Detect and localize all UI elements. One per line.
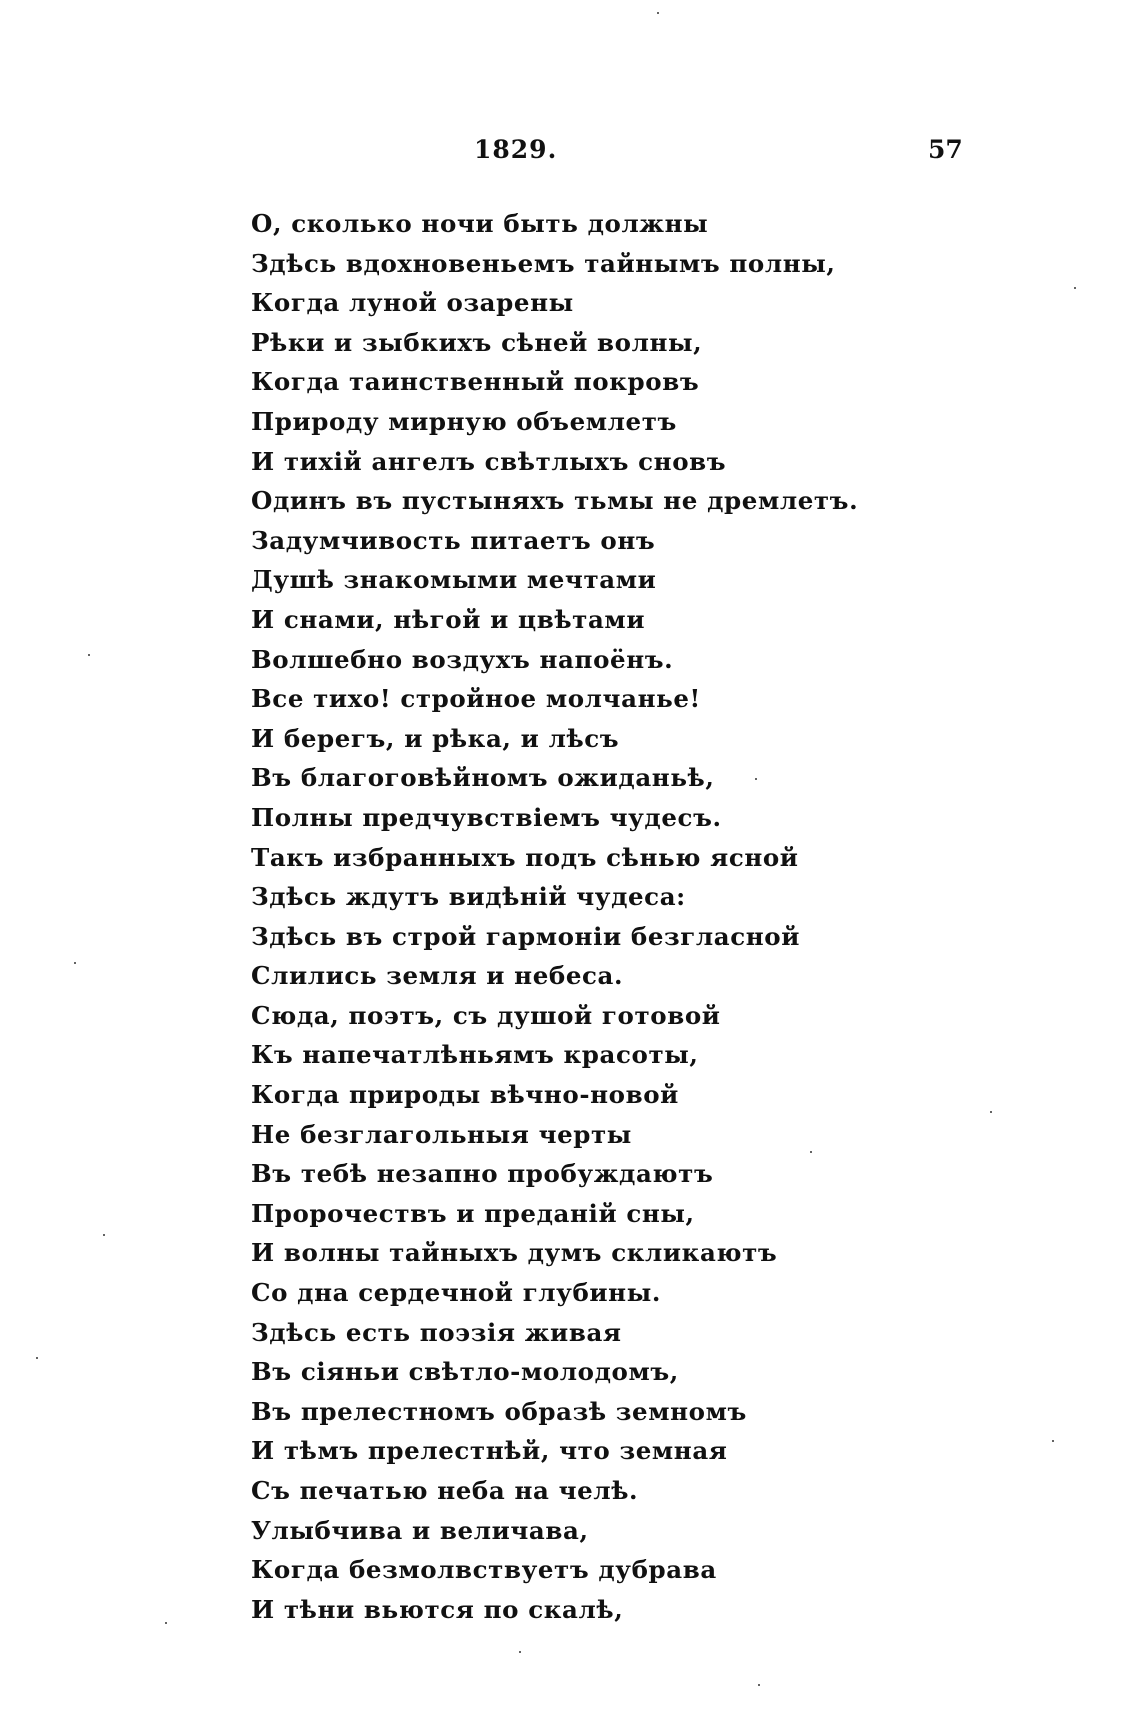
poem-line: О, сколько ночи быть должны bbox=[251, 209, 709, 238]
scan-speck bbox=[990, 1111, 992, 1113]
scan-speck bbox=[165, 1622, 167, 1624]
scan-speck bbox=[1074, 287, 1076, 289]
page-number: 57 bbox=[928, 135, 963, 164]
poem-line: Рѣки и зыбкихъ сѣней волны, bbox=[251, 327, 703, 357]
poem-line: И волны тайныхъ думъ скликаютъ bbox=[251, 1238, 778, 1268]
poem-line: Задумчивость питаетъ онъ bbox=[251, 525, 656, 555]
poem-line: Улыбчива и величава, bbox=[251, 1515, 589, 1545]
poem-line: Въ благоговѣйномъ ожиданьѣ, bbox=[251, 763, 715, 793]
scan-speck bbox=[755, 778, 757, 780]
scan-speck bbox=[810, 1151, 812, 1153]
poem-line: И тѣни вьются по скалѣ, bbox=[251, 1594, 624, 1624]
poem-line: Въ тебѣ незапно пробуждаютъ bbox=[251, 1159, 714, 1189]
poem-line: Волшебно воздухъ напоёнъ. bbox=[251, 644, 674, 674]
poem-line: И берегъ, и рѣка, и лѣсъ bbox=[251, 723, 620, 753]
poem-line: Когда безмолвствуетъ дубрава bbox=[251, 1555, 717, 1585]
scan-speck bbox=[103, 1234, 105, 1236]
scan-speck bbox=[74, 962, 76, 964]
scan-speck bbox=[519, 1651, 521, 1653]
poem-line: И тѣмъ прелестнѣй, что земная bbox=[251, 1436, 728, 1466]
poem-line: Въ сіяньи свѣтло-молодомъ, bbox=[251, 1357, 679, 1387]
poem-line: Въ прелестномъ образѣ земномъ bbox=[251, 1396, 747, 1426]
poem-line: Къ напечатлѣньямъ красоты, bbox=[251, 1040, 699, 1070]
poem-line: Когда таинственный покровъ bbox=[251, 367, 700, 397]
poem-line: Здѣсь въ строй гармоніи безгласной bbox=[251, 921, 800, 951]
poem-line: И снами, нѣгой и цвѣтами bbox=[251, 604, 646, 634]
scan-speck bbox=[88, 654, 90, 656]
poem-line: И тихій ангелъ свѣтлыхъ сновъ bbox=[251, 446, 727, 476]
scan-speck bbox=[758, 1684, 760, 1686]
poem-line: Здѣсь есть поэзія живая bbox=[251, 1317, 622, 1347]
scan-speck bbox=[1052, 1440, 1054, 1442]
poem-line: Пророчествъ и преданій сны, bbox=[251, 1198, 695, 1228]
poem-line: Полны предчувствіемъ чудесъ. bbox=[251, 802, 722, 832]
poem-line: Слились земля и небеса. bbox=[251, 961, 624, 991]
poem-line: Здѣсь ждутъ видѣній чудеса: bbox=[251, 882, 686, 912]
page-header-year: 1829. bbox=[474, 135, 558, 164]
scan-speck bbox=[657, 12, 659, 14]
poem-text bbox=[251, 204, 1071, 1629]
poem-line: Все тихо! стройное молчанье! bbox=[251, 684, 701, 714]
poem-line: Такъ избранныхъ подъ сѣнью ясной bbox=[251, 842, 799, 872]
poem-line: Душѣ знакомыми мечтами bbox=[251, 565, 657, 595]
poem-line: Одинъ въ пустыняхъ тьмы не дремлетъ. bbox=[251, 486, 859, 516]
poem-line: Здѣсь вдохновеньемъ тайнымъ полны, bbox=[251, 248, 836, 278]
scan-speck bbox=[36, 1357, 38, 1359]
poem-line: Когда природы вѣчно-новой bbox=[251, 1080, 679, 1110]
poem-line: Со дна сердечной глубины. bbox=[251, 1278, 662, 1308]
poem-line: Съ печатью неба на челѣ. bbox=[251, 1476, 639, 1505]
poem-line: Не безглагольныя черты bbox=[251, 1119, 632, 1149]
poem-line: Природу мирную объемлетъ bbox=[251, 406, 677, 436]
poem-line: Когда луной озарены bbox=[251, 288, 574, 318]
poem-line: Сюда, поэтъ, съ душой готовой bbox=[251, 1000, 721, 1030]
